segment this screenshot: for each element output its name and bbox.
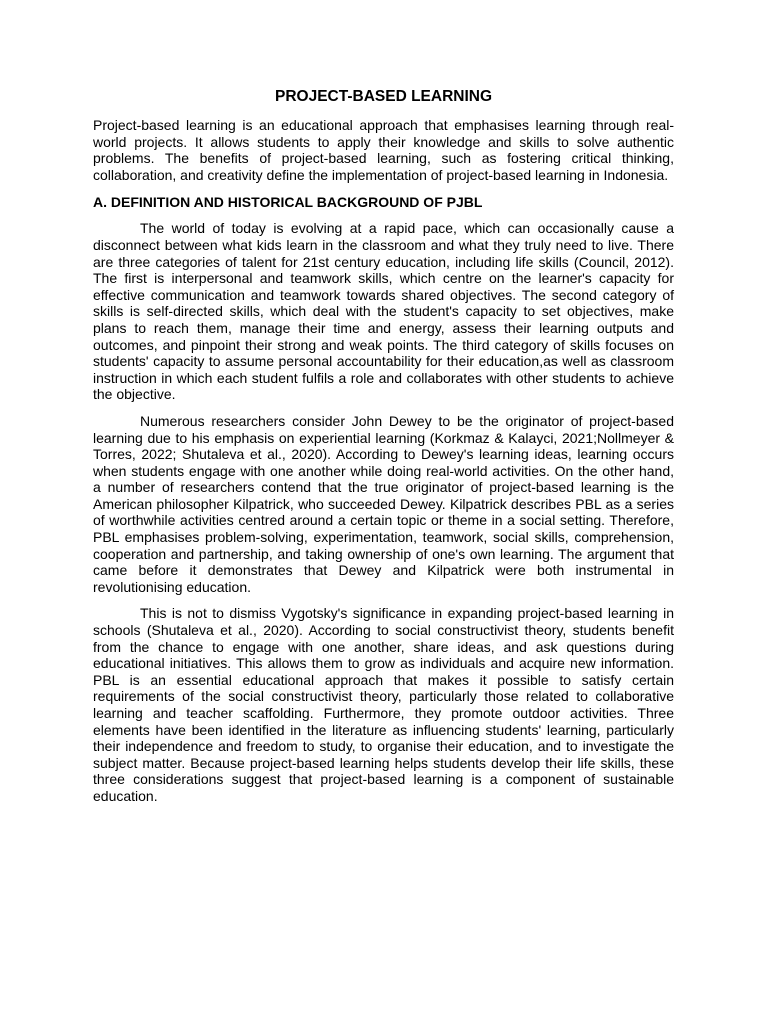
section-a-paragraph-1: The world of today is evolving at a rapid pace, which can occasionally cause a disconnect between what kids learn in the classroom and what they truly need to live. There are three categories of talent for 21st century education, including life skills (Council, 2012). The first is interpersonal and teamwork skills, which centre on the learner's capacity for effective communication and teamwork towards shared objectives. The second category of skills is self-directed skills, which deal with the student's capacity to set objectives, make plans to reach them, manage their time and energy, assess their learning outputs and outcomes, and pinpoint their strong and weak points. The third category of skills focuses on students' capacity to assume personal accountability for their education,as well as classroom instruction in which each student fulfils a role and collaborates with other students to achieve the objective.: [93, 220, 674, 403]
section-a-paragraph-3: This is not to dismiss Vygotsky's significance in expanding project-based learning in schools (Shutaleva et al., 2020). According to social constructivist theory, students benefit from the chance to engage with one another, share ideas, and ask questions during educational initiatives. This allows them to grow as individuals and acquire new information. PBL is an essential educational approach that makes it possible to satisfy certain requirements of the social constructivist theory, particularly those related to collaborative learning and teacher scaffolding. Furthermore, they promote outdoor activities. Three elements have been identified in the literature as influencing students' learning, particularly their independence and freedom to study, to organise their education, and to investigate the subject matter. Because project-based learning helps students develop their life skills, these three considerations suggest that project-based learning is a component of sustainable education.: [93, 605, 674, 804]
intro-paragraph: Project-based learning is an educational approach that emphasises learning through real-world projects. It allows students to apply their knowledge and skills to solve authentic problems. The benefits of project-based learning, such as fostering critical thinking, collaboration, and creativity define the implementation of project-based learning in Indonesia.: [93, 117, 674, 183]
document-title: PROJECT-BASED LEARNING: [274, 88, 493, 105]
document-page: [93, 86, 674, 815]
section-a-paragraph-2: Numerous researchers consider John Dewey to be the originator of project-based learning due to his emphasis on experiential learning (Korkmaz & Kalayci, 2021;Nollmeyer & Torres, 2022; Shutaleva et al., 2020). According to Dewey's learning ideas, learning occurs when students engage with one another while doing real-world activities. On the other hand, a number of researchers contend that the true originator of project-based learning is the American philosopher Kilpatrick, who succeeded Dewey. Kilpatrick describes PBL as a series of worthwhile activities centred around a certain topic or theme in a social setting. Therefore, PBL emphasises problem-solving, experimentation, teamwork, social skills, comprehension, cooperation and partnership, and taking ownership of one's own learning. The argument that came before it demonstrates that Dewey and Kilpatrick were both instrumental in revolutionising education.: [93, 412, 674, 595]
section-a-heading: A. DEFINITION AND HISTORICAL BACKGROUND OF PJBL: [93, 194, 483, 211]
